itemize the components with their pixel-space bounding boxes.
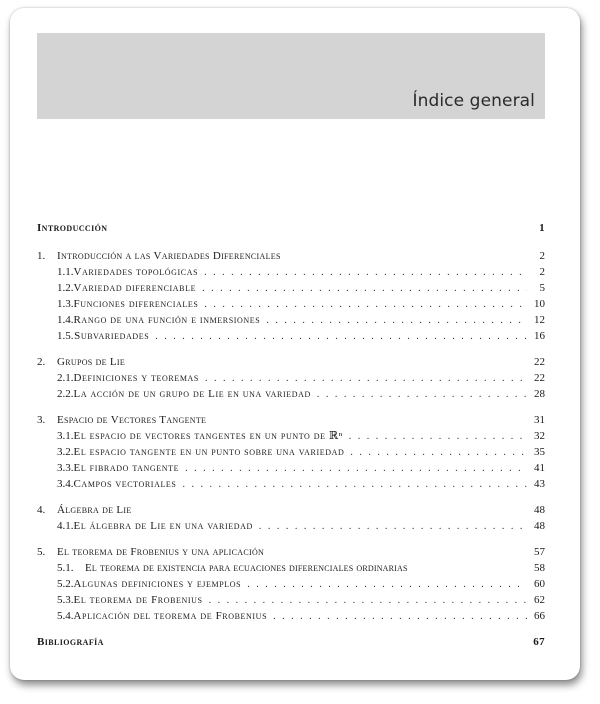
section-number: 4.1. bbox=[57, 520, 74, 532]
toc-section-5-3[interactable] bbox=[37, 592, 545, 608]
section-page: 16 bbox=[534, 330, 545, 342]
leader-dots bbox=[209, 593, 527, 609]
section-page: 43 bbox=[534, 478, 545, 490]
toc-entry-label: Introducción bbox=[37, 222, 108, 234]
section-number: 5.4. bbox=[57, 610, 74, 622]
leader-dots bbox=[202, 281, 527, 297]
toc-entry-bibliografia[interactable] bbox=[37, 634, 545, 650]
section-label: Subvariedades bbox=[74, 330, 150, 342]
section-page: 2 bbox=[539, 266, 545, 278]
leader-dots bbox=[259, 519, 527, 535]
section-page: 62 bbox=[534, 594, 545, 606]
section-label: El álgebra de Lie en una variedad bbox=[73, 520, 253, 532]
section-number: 3.4. bbox=[57, 478, 74, 490]
section-page: 10 bbox=[534, 298, 545, 310]
section-number: 1.1. bbox=[57, 266, 74, 278]
chapter-label: Espacio de Vectores Tangente bbox=[57, 414, 207, 426]
chapter-page: 2 bbox=[539, 250, 545, 262]
section-label: El teorema de existencia para ecuaciones diferenciales ordinarias bbox=[85, 562, 408, 574]
section-page: 28 bbox=[534, 388, 545, 400]
leader-dots bbox=[185, 461, 527, 477]
section-label: El espacio de vectores tangentes en un punto de ℝⁿ bbox=[73, 430, 343, 442]
section-number: 3.1. bbox=[57, 430, 74, 442]
toc-entry-page: 1 bbox=[539, 222, 545, 234]
section-label: Rango de una función e inmersiones bbox=[73, 314, 261, 326]
toc-chapter-4[interactable] bbox=[37, 502, 545, 518]
section-label: Campos vectoriales bbox=[73, 478, 177, 490]
section-page: 60 bbox=[534, 578, 545, 590]
section-label: Variedad diferenciable bbox=[73, 282, 197, 294]
toc-section-5-4[interactable] bbox=[37, 608, 545, 624]
section-page: 5 bbox=[539, 282, 545, 294]
section-label: Funciones diferenciales bbox=[73, 298, 199, 310]
section-page: 48 bbox=[534, 520, 545, 532]
chapter-label: Grupos de Lie bbox=[57, 356, 126, 368]
chapter-number: 1. bbox=[37, 250, 46, 262]
toc-section-5-2[interactable] bbox=[37, 576, 545, 592]
toc-section-1-5[interactable] bbox=[37, 328, 545, 344]
section-page: 22 bbox=[534, 372, 545, 384]
toc-section-1-3[interactable] bbox=[37, 296, 545, 312]
toc-section-1-2[interactable] bbox=[37, 280, 545, 296]
leader-dots bbox=[350, 445, 527, 461]
chapter-page: 57 bbox=[534, 546, 545, 558]
toc-section-3-1[interactable] bbox=[37, 428, 545, 444]
toc-entry-label: Bibliografía bbox=[37, 636, 104, 648]
section-label: Aplicación del teorema de Frobenius bbox=[73, 610, 268, 622]
leader-dots bbox=[273, 609, 527, 625]
document-page bbox=[10, 8, 580, 680]
leader-dots bbox=[205, 371, 527, 387]
chapter-label: Álgebra de Lie bbox=[57, 504, 132, 516]
toc-section-4-1[interactable] bbox=[37, 518, 545, 534]
section-number: 1.5. bbox=[57, 330, 74, 342]
chapter-label: El teorema de Frobenius y una aplicación bbox=[57, 546, 265, 558]
section-number: 2.1. bbox=[57, 372, 74, 384]
chapter-page: 22 bbox=[534, 356, 545, 368]
section-number: 5.3. bbox=[57, 594, 74, 606]
chapter-number: 5. bbox=[37, 546, 46, 558]
chapter-page: 31 bbox=[534, 414, 545, 426]
section-label: El espacio tangente en un punto sobre una variedad bbox=[73, 446, 345, 458]
toc-section-2-2[interactable] bbox=[37, 386, 545, 402]
chapter-number: 2. bbox=[37, 356, 46, 368]
toc-chapter-2[interactable] bbox=[37, 354, 545, 370]
leader-dots bbox=[247, 577, 527, 593]
chapter-number: 3. bbox=[37, 414, 46, 426]
chapter-page: 48 bbox=[534, 504, 545, 516]
section-page: 41 bbox=[534, 462, 545, 474]
section-label: La acción de un grupo de Lie en una variedad bbox=[73, 388, 311, 400]
toc-section-1-1[interactable] bbox=[37, 264, 545, 280]
section-number: 3.3. bbox=[57, 462, 74, 474]
toc-entry-page: 67 bbox=[533, 636, 545, 648]
section-label: El teorema de Frobenius bbox=[73, 594, 203, 606]
section-number: 1.2. bbox=[57, 282, 74, 294]
section-page: 35 bbox=[534, 446, 545, 458]
leader-dots bbox=[155, 329, 527, 345]
leader-dots bbox=[204, 297, 527, 313]
section-page: 58 bbox=[534, 562, 545, 574]
table-of-contents bbox=[37, 220, 545, 650]
toc-section-5-1[interactable] bbox=[37, 560, 545, 576]
toc-section-2-1[interactable] bbox=[37, 370, 545, 386]
section-page: 12 bbox=[534, 314, 545, 326]
toc-section-3-3[interactable] bbox=[37, 460, 545, 476]
toc-section-1-4[interactable] bbox=[37, 312, 545, 328]
toc-chapter-5[interactable] bbox=[37, 544, 545, 560]
section-page: 66 bbox=[534, 610, 545, 622]
section-label: El fibrado tangente bbox=[73, 462, 180, 474]
section-number: 5.2. bbox=[57, 578, 74, 590]
toc-section-3-4[interactable] bbox=[37, 476, 545, 492]
leader-dots bbox=[266, 313, 527, 329]
toc-entry-introduccion[interactable] bbox=[37, 220, 545, 236]
toc-chapter-3[interactable] bbox=[37, 412, 545, 428]
chapter-number: 4. bbox=[37, 504, 46, 516]
toc-chapter-1[interactable] bbox=[37, 248, 545, 264]
section-label: Variedades topológicas bbox=[73, 266, 199, 278]
chapter-label: Introducción a las Variedades Diferenciales bbox=[57, 250, 281, 262]
section-number: 1.4. bbox=[57, 314, 74, 326]
toc-section-3-2[interactable] bbox=[37, 444, 545, 460]
leader-dots bbox=[349, 429, 527, 445]
chapter-header-band bbox=[37, 33, 545, 119]
leader-dots bbox=[317, 387, 527, 403]
section-number: 3.2. bbox=[57, 446, 74, 458]
section-label: Algunas definiciones y ejemplos bbox=[73, 578, 242, 590]
section-label: Definiciones y teoremas bbox=[73, 372, 199, 384]
leader-dots bbox=[182, 477, 527, 493]
page-title: Índice general bbox=[412, 91, 535, 111]
section-number: 2.2. bbox=[57, 388, 74, 400]
section-number: 1.3. bbox=[57, 298, 74, 310]
leader-dots bbox=[204, 265, 527, 281]
section-page: 32 bbox=[534, 430, 545, 442]
section-number: 5.1. bbox=[57, 562, 74, 574]
